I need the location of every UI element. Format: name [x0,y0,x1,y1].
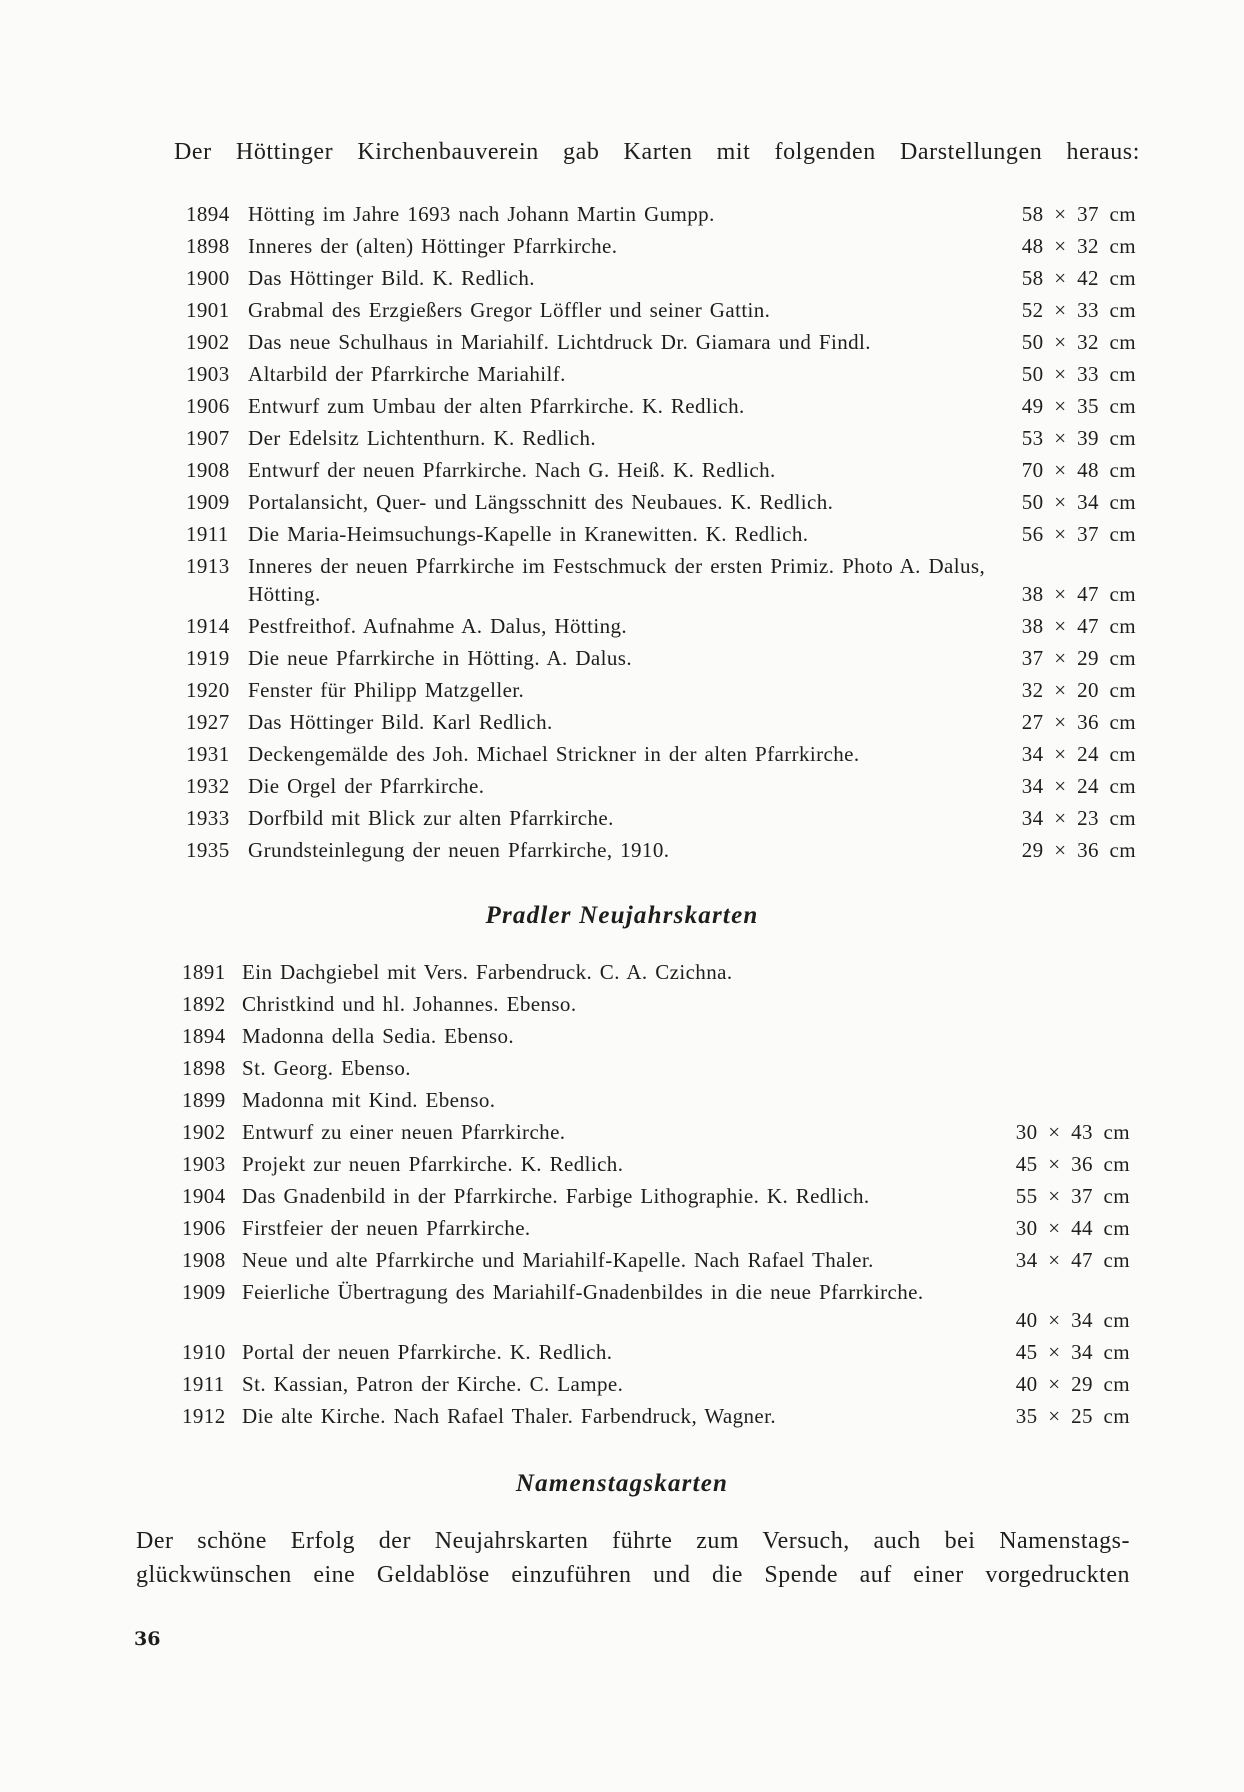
entry-dimensions: 37 × 29 cm [1021,646,1136,670]
entry-year: 1911 [186,522,229,546]
entry-text: Das Höttinger Bild. Karl Redlich. [248,710,553,734]
entry-dimensions: 38 × 47 cm [1021,582,1136,606]
entry-year: 1935 [186,838,230,862]
entry-text: Die Orgel der Pfarrkirche. [248,774,485,798]
entry-dimensions: 34 × 47 cm [1015,1248,1130,1272]
list-item [186,738,1136,770]
entry-text: Hötting im Jahre 1693 nach Johann Martin Gumpp. [248,202,715,226]
list-item [186,518,1136,550]
entry-dimensions: 32 × 20 cm [1021,678,1136,702]
entry-dimensions: 56 × 37 cm [1021,522,1136,546]
list-item [182,1052,1130,1084]
entry-text: Das Höttinger Bild. K. Redlich. [248,266,535,290]
section-heading-namenstag: Namenstagskarten [515,1470,729,1497]
list-item [186,802,1136,834]
list-item [186,706,1136,738]
entry-text: Die Maria-Heimsuchungs-Kapelle in Kranewitten. K. Redlich. [248,522,809,546]
entry-year: 1920 [186,678,230,702]
entry-year: 1910 [182,1340,226,1364]
entry-year: 1902 [182,1120,226,1144]
list-item [186,610,1136,642]
section-heading-pradler: Pradler Neujahrskarten [485,902,759,929]
entry-year: 1894 [182,1024,226,1048]
list-item [186,770,1136,802]
list-item [186,834,1136,866]
list-item [182,1244,1130,1276]
entry-dimensions: 70 × 48 cm [1021,458,1136,482]
entry-text: Grundsteinlegung der neuen Pfarrkirche, 1910. [248,838,670,862]
entry-dimensions: 55 × 37 cm [1015,1184,1130,1208]
entry-text: St. Kassian, Patron der Kirche. C. Lampe. [242,1372,624,1396]
entry-text: Entwurf der neuen Pfarrkirche. Nach G. Heiß. K. Redlich. [248,458,776,482]
intro-text: Der Höttinger Kirchenbauverein gab Karten mit folgenden Darstellungen heraus: [174,139,1140,165]
page-number: 36 [134,1628,161,1650]
list-item [186,294,1136,326]
entry-dimensions: 58 × 37 cm [1021,202,1136,226]
entry-text: Pestfreithof. Aufnahme A. Dalus, Hötting. [248,614,628,638]
entry-year: 1906 [186,394,230,418]
entry-text: Der Edelsitz Lichtenthurn. K. Redlich. [248,426,597,450]
entry-dimensions: 52 × 33 cm [1021,298,1136,322]
entry-text: Madonna mit Kind. Ebenso. [242,1088,496,1112]
entry-dimensions: 53 × 39 cm [1021,426,1136,450]
pradler-card-list [182,956,1130,1432]
entry-year: 1909 [186,490,230,514]
entry-text: Dorfbild mit Blick zur alten Pfarrkirche. [248,806,614,830]
entry-year: 1906 [182,1216,226,1240]
list-item [182,1212,1130,1244]
entry-year: 1903 [182,1152,226,1176]
entry-text: St. Georg. Ebenso. [242,1056,411,1080]
list-item [182,1084,1130,1116]
entry-year: 1908 [182,1248,226,1272]
entry-text: Altarbild der Pfarrkirche Mariahilf. [248,362,566,386]
entry-dimensions: 29 × 36 cm [1021,838,1136,862]
entry-text: Madonna della Sedia. Ebenso. [242,1024,515,1048]
entry-dimensions: 34 × 23 cm [1021,806,1136,830]
list-item [186,262,1136,294]
entry-year: 1907 [186,426,230,450]
entry-dimensions: 50 × 33 cm [1021,362,1136,386]
entry-text: Die neue Pfarrkirche in Hötting. A. Dalus. [248,646,632,670]
paragraph-line: glückwünschen eine Geldablöse einzuführen und die Spende auf einer vorgedruckten [136,1562,1130,1588]
entry-year: 1901 [186,298,230,322]
entry-dimensions: 40 × 29 cm [1015,1372,1130,1396]
entry-year: 1894 [186,202,230,226]
list-item [186,198,1136,230]
entry-text: Christkind und hl. Johannes. Ebenso. [242,992,577,1016]
hoettinger-card-list [186,198,1136,866]
entry-dimensions: 45 × 34 cm [1015,1340,1130,1364]
paragraph-line: Der schöne Erfolg der Neujahrskarten führte zum Versuch, auch bei Namenstags- [136,1528,1130,1554]
entry-text: Inneres der (alten) Höttinger Pfarrkirche. [248,234,618,258]
entry-year: 1899 [182,1088,226,1112]
entry-dimensions: 30 × 43 cm [1015,1120,1130,1144]
list-item [186,550,1136,610]
entry-year: 1919 [186,646,230,670]
entry-text: Das neue Schulhaus in Mariahilf. Lichtdruck Dr. Giamara und Findl. [248,330,871,354]
entry-dimensions: 38 × 47 cm [1021,614,1136,638]
entry-year: 1932 [186,774,230,798]
entry-text: Projekt zur neuen Pfarrkirche. K. Redlich. [242,1152,624,1176]
entry-year: 1913 [186,554,230,578]
entry-text: Portalansicht, Quer- und Längsschnitt des Neubaues. K. Redlich. [248,490,834,514]
entry-dimensions: 49 × 35 cm [1021,394,1136,418]
entry-year: 1914 [186,614,230,638]
list-item [186,486,1136,518]
entry-year: 1909 [182,1280,226,1304]
entry-text: Die alte Kirche. Nach Rafael Thaler. Farbendruck, Wagner. [242,1404,777,1428]
list-item [182,1276,1130,1336]
entry-dimensions: 35 × 25 cm [1015,1404,1130,1428]
entry-text: Grabmal des Erzgießers Gregor Löffler und seiner Gattin. [248,298,771,322]
entry-year: 1898 [182,1056,226,1080]
entry-year: 1891 [182,960,226,984]
entry-year: 1908 [186,458,230,482]
entry-year: 1900 [186,266,230,290]
body-paragraph [136,1524,1130,1592]
list-item [182,1180,1130,1212]
entry-year: 1912 [182,1404,226,1428]
entry-text: Fenster für Philipp Matzgeller. [248,678,525,702]
entry-year: 1903 [186,362,230,386]
list-item [186,454,1136,486]
list-item [182,1400,1130,1432]
entry-dimensions: 58 × 42 cm [1021,266,1136,290]
entry-dimensions: 45 × 36 cm [1015,1152,1130,1176]
entry-dimensions: 40 × 34 cm [1015,1308,1130,1332]
list-item [186,390,1136,422]
entry-year: 1931 [186,742,230,766]
entry-year: 1911 [182,1372,225,1396]
entry-text: Firstfeier der neuen Pfarrkirche. [242,1216,531,1240]
list-item [186,326,1136,358]
entry-dimensions: 34 × 24 cm [1021,742,1136,766]
entry-year: 1904 [182,1184,226,1208]
list-item [182,956,1130,988]
entry-text: Deckengemälde des Joh. Michael Strickner in der alten Pfarrkirche. [248,742,860,766]
list-item [182,1336,1130,1368]
list-item [186,230,1136,262]
entry-dimensions: 34 × 24 cm [1021,774,1136,798]
list-item [186,674,1136,706]
entry-dimensions: 27 × 36 cm [1021,710,1136,734]
entry-dimensions: 50 × 32 cm [1021,330,1136,354]
list-item [182,1148,1130,1180]
entry-year: 1902 [186,330,230,354]
entry-year: 1892 [182,992,226,1016]
entry-text: Das Gnadenbild in der Pfarrkirche. Farbige Lithographie. K. Redlich. [242,1184,870,1208]
entry-text: Entwurf zum Umbau der alten Pfarrkirche. K. Redlich. [248,394,745,418]
entry-text: Inneres der neuen Pfarrkirche im Festschmuck der ersten Primiz. Photo A. Dalus, [248,554,986,578]
list-item [182,1020,1130,1052]
entry-dimensions: 30 × 44 cm [1015,1216,1130,1240]
entry-year: 1898 [186,234,230,258]
list-item [182,1116,1130,1148]
entry-text: Portal der neuen Pfarrkirche. K. Redlich. [242,1340,613,1364]
list-item [186,422,1136,454]
list-item [186,358,1136,390]
entry-year: 1933 [186,806,230,830]
entry-text: Feierliche Übertragung des Mariahilf-Gnadenbildes in die neue Pfarrkirche. [242,1280,924,1304]
entry-year: 1927 [186,710,230,734]
entry-dimensions: 50 × 34 cm [1021,490,1136,514]
list-item [182,988,1130,1020]
list-item [182,1368,1130,1400]
entry-dimensions: 48 × 32 cm [1021,234,1136,258]
entry-text: Neue und alte Pfarrkirche und Mariahilf-Kapelle. Nach Rafael Thaler. [242,1248,874,1272]
entry-text-continuation: Hötting. [248,582,321,606]
entry-text: Entwurf zu einer neuen Pfarrkirche. [242,1120,566,1144]
entry-text: Ein Dachgiebel mit Vers. Farbendruck. C. A. Czichna. [242,960,733,984]
list-item [186,642,1136,674]
